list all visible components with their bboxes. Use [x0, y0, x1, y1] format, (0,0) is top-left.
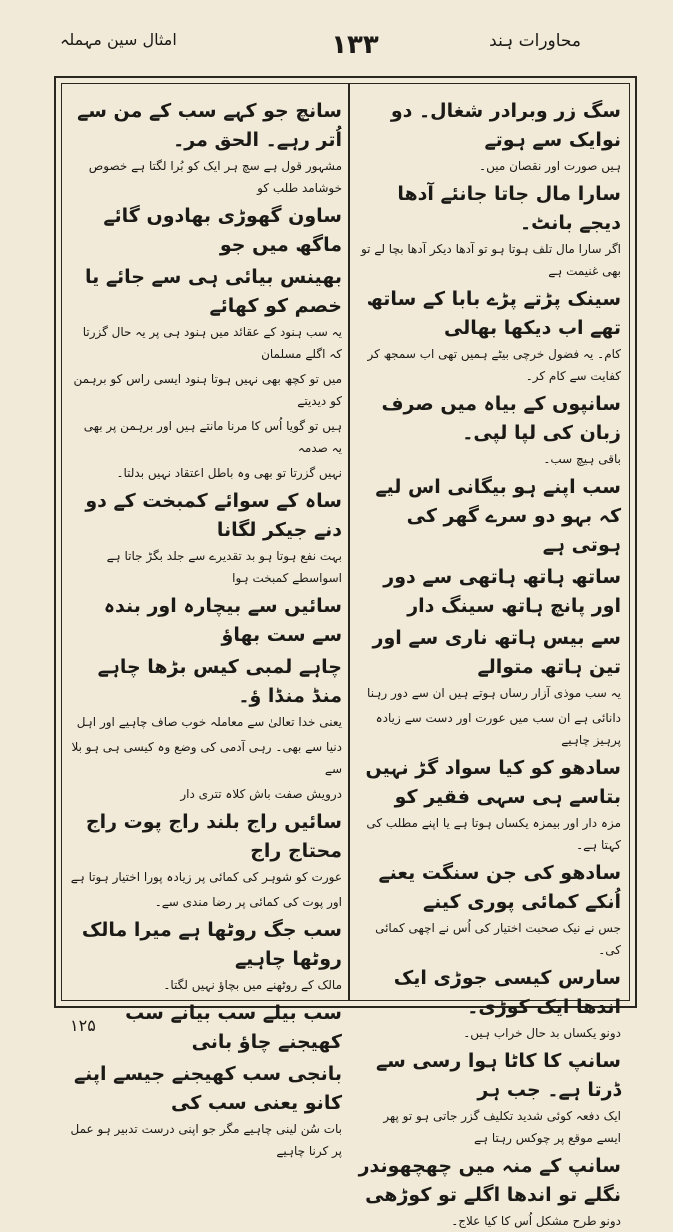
- proverb-line: بھینس بیائی ہی سے جائے یا خصم کو کھائے: [84, 266, 342, 317]
- proverb-line: سائیں راج بلند راج پوت راج محتاج راج: [85, 811, 342, 862]
- running-title: محاورات ہند: [489, 31, 581, 51]
- explanation-line: ایک دفعہ کوئی شدید تکلیف گزر جاتی ہو تو پھر ایسے موقع پر چوکس رہتا ہے: [383, 1109, 621, 1145]
- explanation-line: مزہ دار اور بیمزہ یکساں ہوتا ہے یا اپنے مطلب کی کہتا ہے۔: [366, 816, 621, 852]
- explanation-line: ہیں صورت اور نقصان میں۔: [479, 159, 621, 173]
- explanation-line: بات سُن لینی چاہیے مگر جو اپنی درست تدبیر ہو عمل پر کرنا چاہیے: [70, 1122, 342, 1158]
- explanation-line: یہ سب ہنود کے عقائد میں ہنود ہی پر یہ حال گزرتا کہ اگلے مسلمان: [82, 325, 342, 361]
- explanation-line: نہیں گزرتا تو بھی وہ باطل اعتقاد نہیں بدلتا۔: [116, 466, 342, 480]
- explanation-line: مشہور قول ہے سچ ہر ایک کو بُرا لگتا ہے خصوص خوشامد طلب کو: [88, 159, 342, 195]
- explanation-line: دنیا سے بھی۔ رہی آدمی کی وضع وہ کیسی ہی ہو بلا سے: [71, 740, 342, 776]
- proverb-line: سانپ کے منہ میں چھچھوندر نگلے تو اندھا اگلے تو کوڑھی: [358, 1155, 621, 1206]
- explanation-line: باقی ہیچ سب۔: [543, 452, 621, 466]
- proverb-line: سانپ کا کاٹا ہوا رسی سے ڈرتا ہے۔ جب ہر: [376, 1050, 621, 1101]
- explanation-line: اگر سارا مال تلف ہوتا ہو تو آدھا دیکر آدھا بچا لے تو بھی غنیمت ہے: [360, 242, 621, 278]
- proverb-line: سب بیلے سب بیانے سب کھیجنے چاؤ بانی: [125, 1002, 342, 1053]
- explanation-line: عورت کو شوہر کی کمائی پر زیادہ پورا اختیار ہوتا ہے: [70, 870, 342, 884]
- page-number: ۱۳۳: [331, 30, 379, 60]
- explanation-line: اور پوت کی کمائی پر رضا مندی سے۔: [154, 895, 342, 909]
- proverb-line: سائیں سے بیچارہ اور بندہ سے ست بھاؤ: [103, 595, 342, 646]
- explanation-line: جس نے نیک صحبت اختیار کی اُس نے اچھی کمائی کی۔: [375, 921, 621, 957]
- proverb-line: سگ زر وبرادر شغال۔ دو نوایک سے ہوتے: [390, 100, 621, 151]
- proverb-line: ساون گھوڑی بھادوں گائے ماگھ میں جو: [103, 205, 342, 256]
- proverb-line: بانجی سب کھیجنے جیسے اپنے کانو یعنی سب کی: [74, 1063, 342, 1114]
- explanation-line: یعنی خدا تعالیٰ سے معاملہ خوب صاف چاہیے اور اہل: [76, 715, 342, 729]
- proverb-line: سانپوں کے بیاہ میں صرف زبان کی لپا لپی۔: [381, 393, 621, 444]
- proverb-line: ساہ کے سوائے کمبخت کے دو دنے جیکر لگانا: [85, 490, 342, 541]
- explanation-line: کام۔ یہ فضول خرچی بیٹے ہمیں تھی اب سمجھ کر کفایت سے کام کر۔: [367, 347, 621, 383]
- explanation-line: بہت نفع ہوتا ہو بد تقدیرے سے جلد بگڑ جاتا ہے اسواسطے کمبخت ہوا: [106, 549, 342, 585]
- explanation-line: میں تو کچھ بھی نہیں ہوتا ہنود ایسی راس کو برہمن کو دیدیتے: [73, 372, 342, 408]
- explanation-line: دانائی ہے ان سب میں عورت اور دست سے زیادہ پرہیز چاہیے: [375, 711, 621, 747]
- proverb-line: ساتھ ہاتھ ہاتھی سے دور اور پانچ ہاتھ سینگ دار: [383, 566, 621, 617]
- explanation-line: مالک کے روٹھنے میں بچاؤ نہیں لگتا۔: [163, 978, 342, 992]
- explanation-line: دونو یکساں بد حال خراب ہیں۔: [463, 1026, 621, 1040]
- proverb-line: چاہے لمبی کیس بڑھا چاہے منڈ منڈا ؤ۔: [97, 656, 342, 707]
- column-divider: [348, 84, 350, 1000]
- proverb-line: سانچ جو کہے سب کے من سے اُتر رہے۔ الحق مر۔: [77, 100, 342, 151]
- explanation-line: درویش صفت باش کلاہ تتری دار: [180, 787, 342, 801]
- explanation-line: ہیں تو گویا اُس کا مرنا مانتے ہیں اور برہمن پر بھی یہ صدمہ: [83, 419, 342, 455]
- proverb-line: سینک پڑتے پڑے بابا کے ساتھ تھے اب دیکھا بھالی: [366, 288, 621, 339]
- proverb-line: سارس کیسی جوڑی ایک اندھا ایک کوڑی۔: [393, 967, 621, 1018]
- proverb-line: سے بیس ہاتھ ناری سے اور تین ہاتھ متوالے: [372, 627, 621, 678]
- section-title: امثال سین مہملہ: [60, 30, 177, 49]
- proverb-line: سادھو کی جن سنگت یعنے اُنکے کمائی پوری کینے: [378, 862, 621, 913]
- proverb-line: سب جگ روٹھا ہے میرا مالک روٹھا چاہیے: [81, 919, 342, 970]
- proverb-line: سب اپنے ہو بیگانی اس لیے کہ بہو دو سرے گھر کی ہوتی ہے: [375, 476, 621, 556]
- explanation-line: دونو طرح مشکل اُس کا کیا علاج۔: [451, 1214, 621, 1228]
- proverb-line: سارا مال جاتا جانئے آدھا دیجے بانٹ۔: [397, 183, 621, 234]
- proverb-line: سادھو کو کیا سواد گڑ نہیں بتاسے ہی سہی فقیر کو: [365, 757, 621, 808]
- explanation-line: یہ سب موذی آزار رساں ہوتے ہیں ان سے دور رہنا: [367, 686, 621, 700]
- footer-page-number: ۱۲۵: [70, 1016, 96, 1035]
- right-column: [356, 94, 621, 1228]
